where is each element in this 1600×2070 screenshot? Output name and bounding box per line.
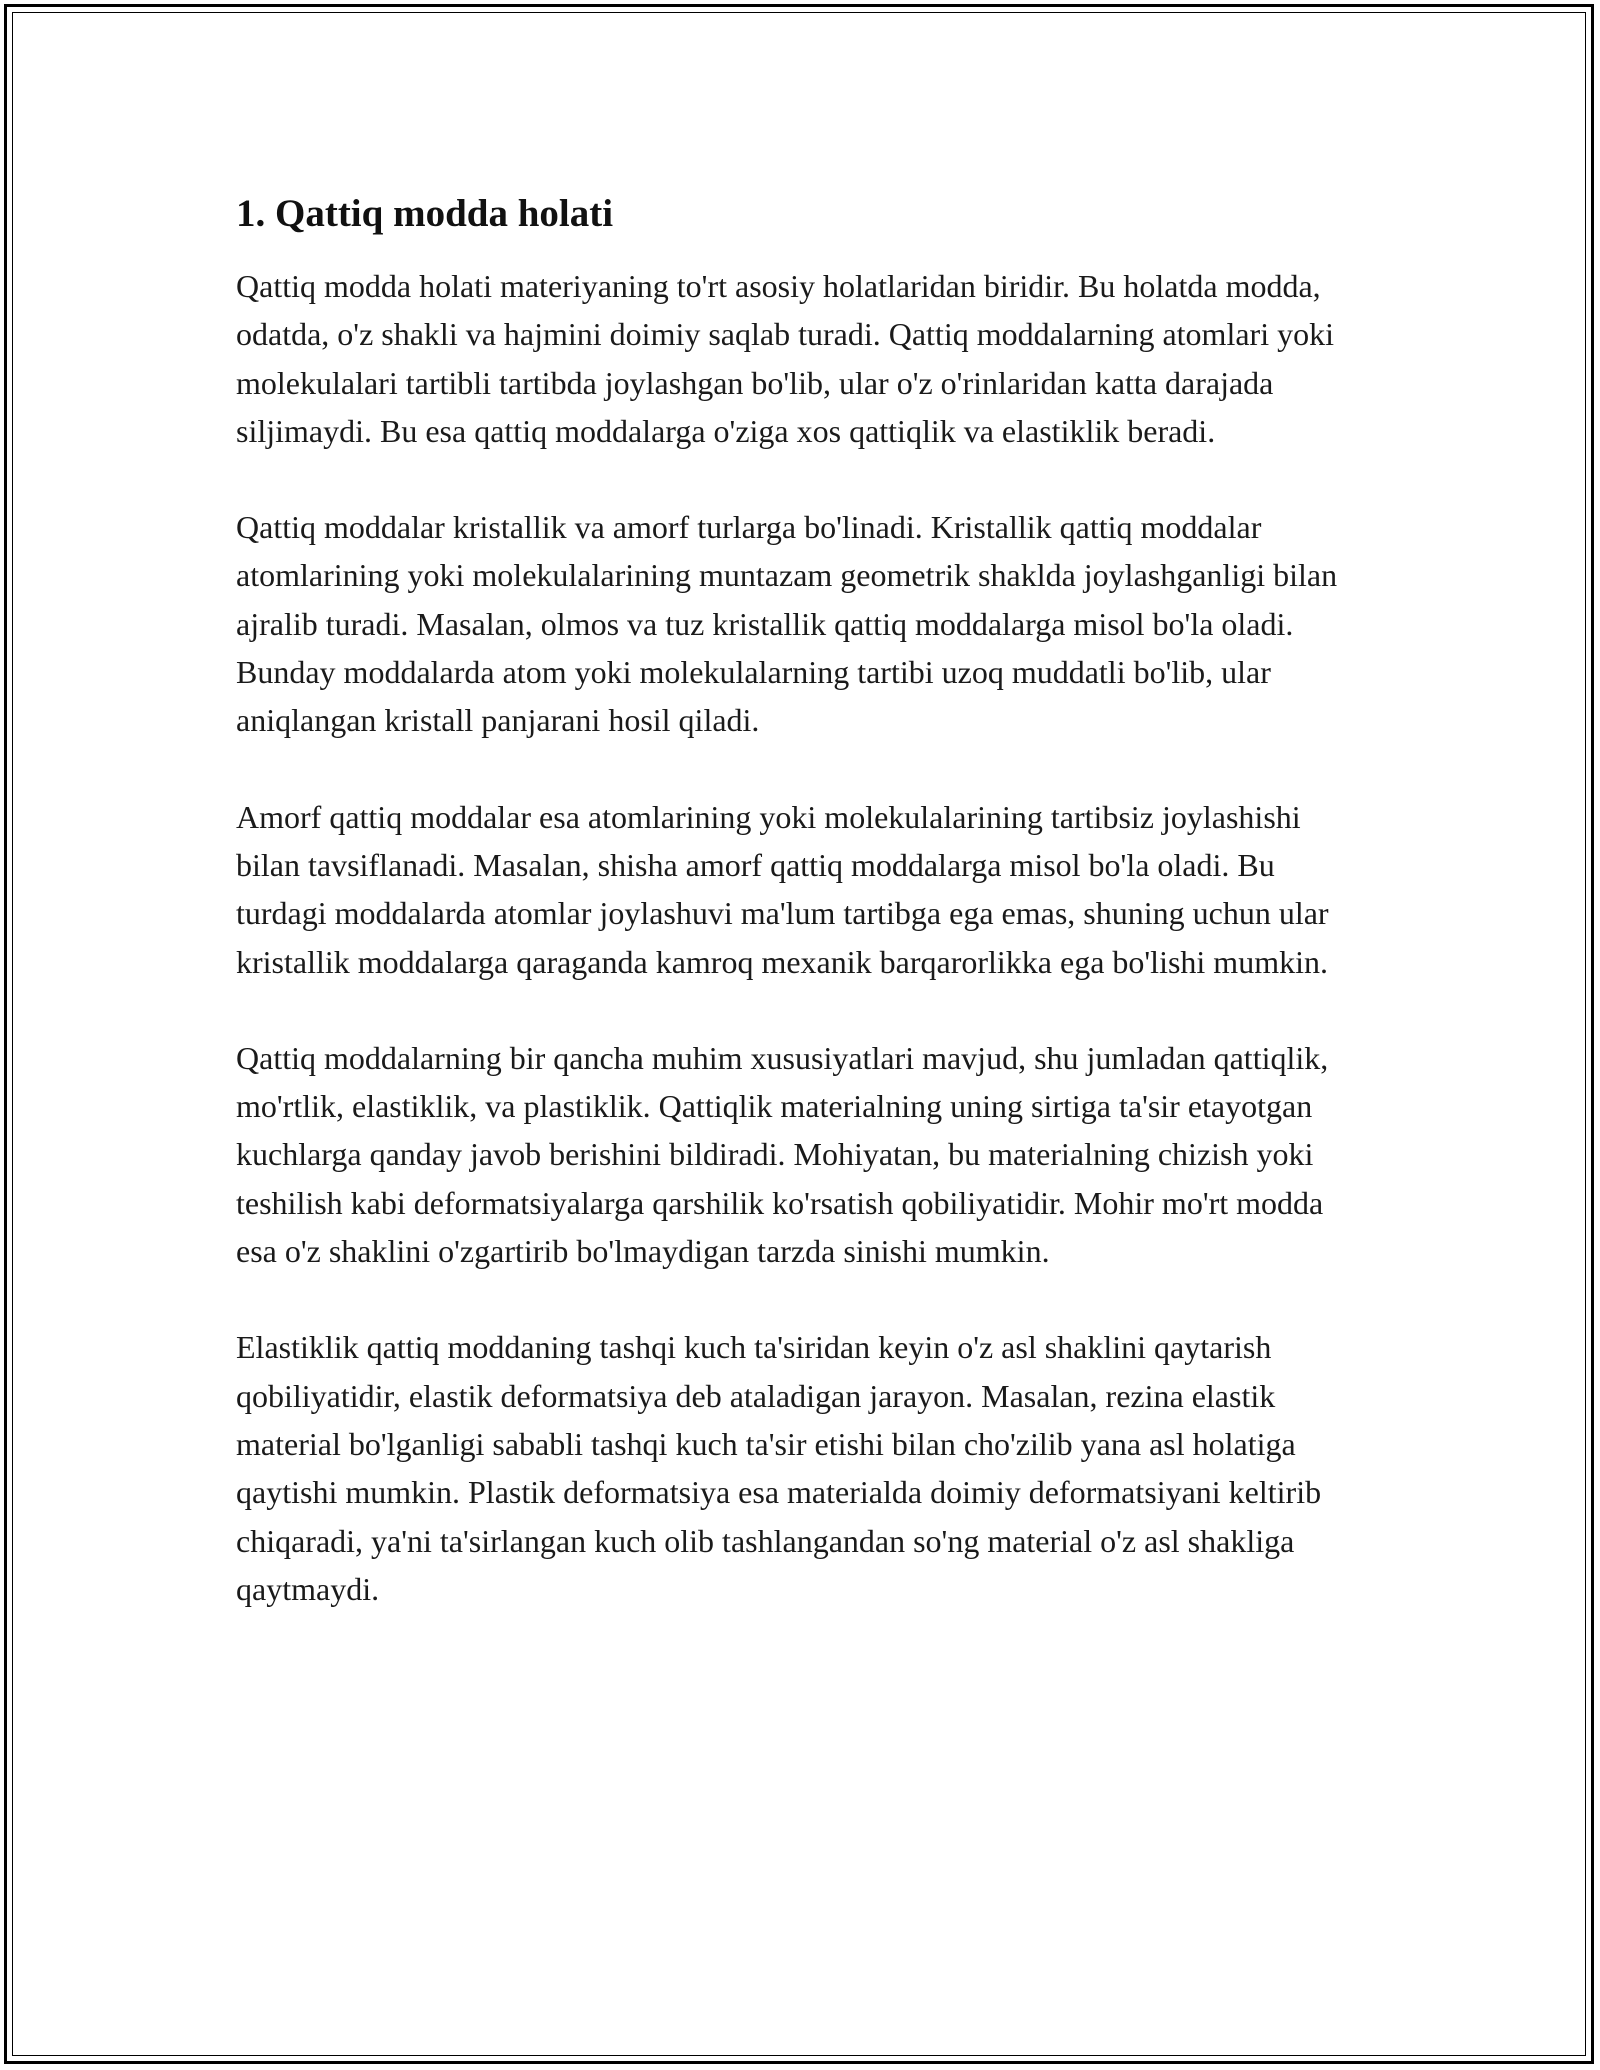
document-body: [236, 188, 1366, 1661]
paragraph-elasticity: Elastiklik qattiq moddaning tashqi kuch ta'siridan keyin o'z asl shaklini qaytarish qobiliyatidir, elastik deformatsiya deb ataladigan jarayon. Masalan, rezina elastik material bo'lganligi sababli tashqi kuch ta'sir etishi bilan cho'zilib yana asl holatiga qaytishi mumkin. Plastik deformatsiya esa materialda doimiy deformatsiyani keltirib chiqaradi, ya'ni ta'sirlangan kuch olib tashlangandan so'ng material o'z asl shakliga qaytmaydi.: [236, 1329, 1322, 1607]
section-heading: 1. Qattiq modda holati: [236, 192, 614, 235]
paragraph-amorphous: Amorf qattiq moddalar esa atomlarining yoki molekulalarining tartibsiz joylashishi bilan tavsiflanadi. Masalan, shisha amorf qattiq moddalarga misol bo'la oladi. Bu turdagi moddalarda atomlar joylashuvi ma'lum tartibga ega emas, shuning uchun ular kristallik moddalarga qaraganda kamroq mexanik barqarorlikka ega bo'lishi mumkin.: [236, 798, 1329, 980]
paragraph-properties: Qattiq moddalarning bir qancha muhim xususiyatlari mavjud, shu jumladan qattiqlik, mo'rtlik, elastiklik, va plastiklik. Qattiqlik materialning uning sirtiga ta'sir etayotgan kuchlarga qanday javob berishini bildiradi. Mohiyatan, bu materialning chizish yoki teshilish kabi deformatsiyalarga qarshilik ko'rsatish qobiliyatidir. Mohir mo'rt modda esa o'z shaklini o'zgartirib bo'lmaydigan tarzda sinishi mumkin.: [236, 1039, 1329, 1270]
paragraph-intro: Qattiq modda holati materiyaning to'rt asosiy holatlaridan biridir. Bu holatda modda, odatda, o'z shakli va hajmini doimiy saqlab turadi. Qattiq moddalarning atomlari yoki molekulalari tartibli tartibda joylashgan bo'lib, ular o'z o'rinlaridan katta darajada siljimaydi. Bu esa qattiq moddalarga o'ziga xos qattiqlik va elastiklik beradi.: [236, 268, 1334, 449]
paragraph-crystalline-amorphous: Qattiq moddalar kristallik va amorf turlarga bo'linadi. Kristallik qattiq moddalar atomlarining yoki molekulalarining muntazam geometrik shaklda joylashganligi bilan ajralib turadi. Masalan, olmos va tuz kristallik qattiq moddalarga misol bo'la oladi. Bunday moddalarda atom yoki molekulalarning tartibi uzoq muddatli bo'lib, ular aniqlangan kristall panjarani hosil qiladi.: [236, 509, 1338, 739]
